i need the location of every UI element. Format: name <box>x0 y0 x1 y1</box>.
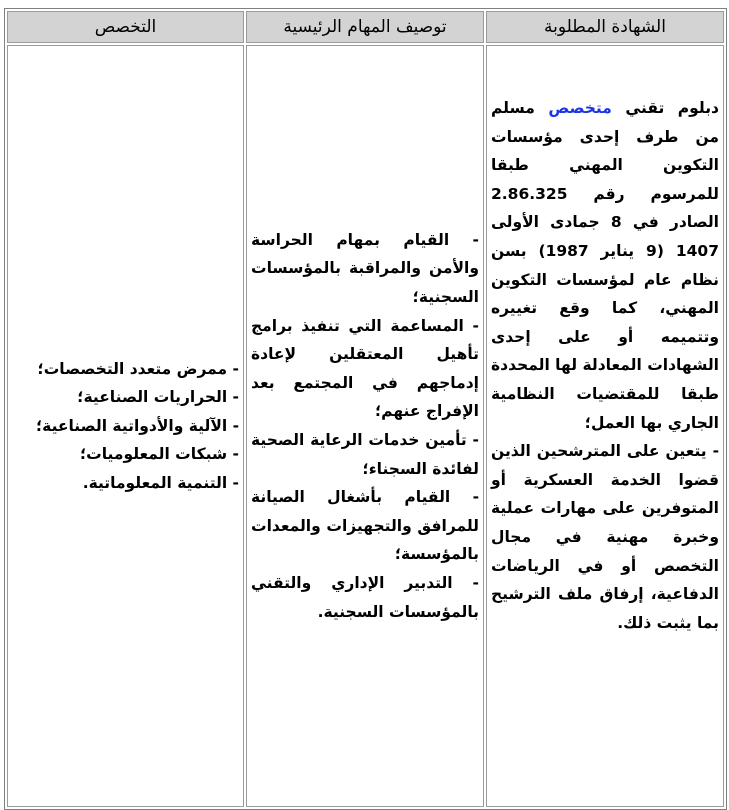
task-item: - تأمين خدمات الرعاية الصحية لفائدة السجناء؛ <box>251 431 479 478</box>
task-item: - القيام بمهام الحراسة والأمن والمراقبة بالمؤسسات السجنية؛ <box>251 230 479 307</box>
specialty-cell <box>7 45 244 807</box>
tasks-list <box>251 226 479 626</box>
table-row <box>7 45 724 807</box>
specialty-item: - شبكات المعلوميات؛ <box>79 445 239 464</box>
certificate-body: مسلم من طرف إحدى مؤسسات التكوين المهني طبقا للمرسوم رقم 2.86.325 الصادر في 8 جمادى الأولى 1407 (9 يناير 1987) بسن نظام عام لمؤسسات التكوين المهني، كما وقع تغييره وتتميمه أو على إحدى الشهادات المعادلة لها المحددة طبقا للمقتضيات النظامية الجاري بها العمل؛ <box>491 99 720 432</box>
specialty-item: - الحراريات الصناعية؛ <box>77 388 239 407</box>
header-row <box>7 11 724 43</box>
top-margin <box>0 0 729 8</box>
specialty-list <box>12 355 239 498</box>
task-item: - القيام بأشغال الصيانة للمرافق والتجهيزات والمعدات بالمؤسسة؛ <box>251 488 479 564</box>
certificate-paragraph <box>491 94 719 437</box>
tasks-cell <box>246 45 484 807</box>
requirements-table <box>4 8 727 810</box>
certificate-text <box>491 94 719 637</box>
header-specialty: التخصص <box>7 11 244 43</box>
certificate-cell <box>486 45 724 807</box>
certificate-highlight: متخصص <box>548 99 612 117</box>
header-tasks: توصيف المهام الرئيسية <box>246 11 484 43</box>
bottom-margin <box>0 762 729 771</box>
task-item: - التدبير الإداري والتقني بالمؤسسات السجنية. <box>251 573 479 621</box>
certificate-conditions: - يتعين على المترشحين الذين قضوا الخدمة العسكرية أو المتوفرين على مهارات عملية وخبرة مهنية في مجال التخصص أو في الرياضات الدفاعية، إرفاق ملف الترشيح بما يثبت ذلك. <box>491 442 719 632</box>
specialty-item: - ممرض متعدد التخصصات؛ <box>37 359 239 378</box>
header-certificate: الشهادة المطلوبة <box>486 11 724 43</box>
task-item: - المساعمة التي تنفيذ برامج تأهيل المعتقلين لإعادة إدماجهم في المجتمع بعد الإفراج عنهم؛ <box>251 316 479 421</box>
specialty-item: - التنمية المعلوماتية. <box>82 473 239 492</box>
specialty-item: - الآلية والأدواتية الصناعية؛ <box>35 416 239 435</box>
certificate-intro: دبلوم تقني <box>611 99 719 117</box>
